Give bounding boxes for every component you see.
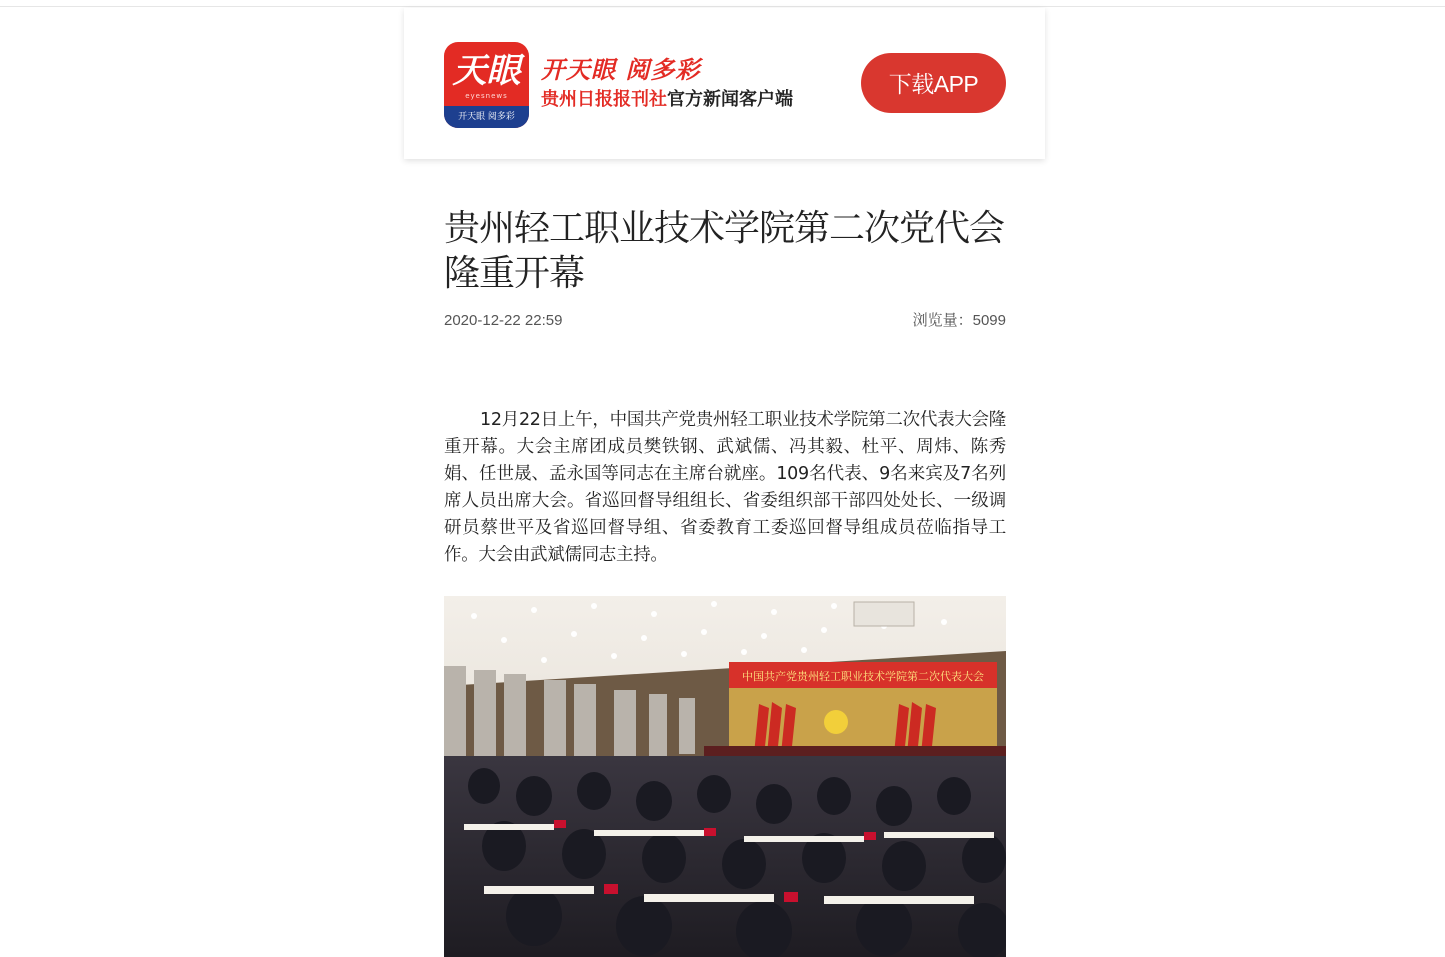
photo-stage-banner: 中国共产党贵州轻工职业技术学院第二次代表大会	[742, 670, 984, 683]
view-count	[820, 311, 1006, 331]
article-date: 2020-12-22 22:59	[444, 312, 563, 329]
view-count-label: 浏览量：	[912, 312, 973, 329]
publisher-desc: 官方新闻客户端	[667, 89, 793, 110]
app-logo	[444, 42, 529, 128]
logo-text: 天眼	[452, 51, 521, 91]
article-body: 12月22日上午，中国共产党贵州轻工职业技术学院第二次代表大会隆重开幕。大会主席团成员樊铁钢、武斌儒、冯其毅、杜平、周炜、陈秀娟、任世晟、孟永国等同志在主席台就座。109名代表、9名来宾及7名列席人员出席大会。省巡回督导组组长、省委组织部干部四处处长、一级调研员蔡世平及省巡回督导组、省委教育工委巡回督导组成员莅临指导工作。大会由武斌儒同志主持。	[444, 410, 1006, 565]
top-divider	[0, 6, 1445, 7]
article-photo	[444, 596, 1006, 957]
article-title: 贵州轻工职业技术学院第二次党代会隆重开幕	[444, 208, 1005, 294]
app-download-banner	[404, 8, 1045, 159]
conference-photo-illustration	[444, 596, 1006, 957]
publisher-name: 贵州日报报刊社	[541, 89, 667, 110]
logo-slogan-bar: 开天眼 阅多彩	[444, 106, 529, 128]
download-app-button[interactable]: 下载APP	[861, 53, 1006, 113]
logo-subtext: eyesnews	[465, 92, 508, 100]
banner-subline	[541, 88, 793, 112]
view-count-value: 5099	[972, 312, 1006, 329]
banner-tagline: 开天眼 阅多彩	[541, 55, 701, 84]
